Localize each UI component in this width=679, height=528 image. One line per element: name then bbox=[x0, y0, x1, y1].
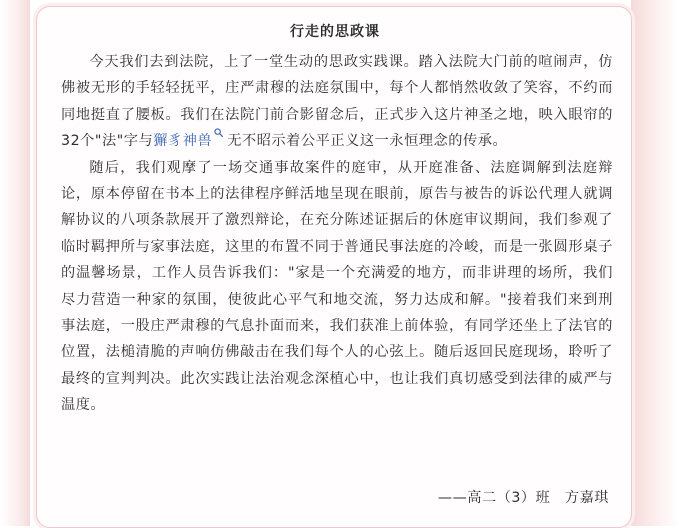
paragraph-2: 随后，我们观摩了一场交通事故案件的庭审，从开庭准备、法庭调解到法庭辩论，原本停留在书本上的法律程序鲜活地呈现在眼前，原告与被告的诉讼代理人就调解协议的八项条款展开了激烈辩论，在充分陈述证据后的休庭审议期间，我们参观了临时羁押所与家事法庭，这里的布置不同于普通民事法庭的冷峻，而是一张圆形桌子的温馨场景，工作人员告诉我们："家是一个充满爱的地方，而非讲理的场所，我们尽力营造一种家的氛围，使彼此心平气和地交流，努力达成和解。"接着我们来到刑事法庭，一股庄严肃穆的气息扑面而来，我们获准上前体验，有同学还坐上了法官的位置，法槌清脆的声响仿佛敲击在我们每个人的心弦上。随后返回民庭现场，聆听了最终的宣判判决。此次实践让法治观念深植心中，也让我们真切感受到法律的威严与温度。 bbox=[61, 159, 613, 414]
article-card bbox=[36, 6, 632, 528]
right-edge-decoration bbox=[631, 0, 679, 526]
paragraph-1-text-after-link: 无不昭示着公平正义这一永恒理念的传承。 bbox=[227, 133, 508, 150]
left-edge-decoration bbox=[0, 0, 30, 526]
article-title: 行走的思政课 bbox=[290, 24, 380, 40]
author-signature: ——高二（3）班 方嘉琪 bbox=[437, 490, 609, 506]
paragraph-1 bbox=[61, 49, 613, 155]
article-body bbox=[61, 49, 613, 419]
xiezhi-link[interactable]: 獬豸神兽 bbox=[153, 133, 213, 150]
paragraph-1-text-before-link: 今天我们去到法院，上了一堂生动的思政实践课。踏入法院大门前的喧闹声，仿佛被无形的手轻轻抚平，庄严肃穆的法庭氛围中，每个人都悄然收敛了笑容，不约而同地挺直了腰板。我们在法院门前合影留念后，正式步入这片神圣之地，映入眼帘的32个"法"字与 bbox=[61, 54, 613, 150]
search-icon[interactable] bbox=[214, 130, 223, 139]
